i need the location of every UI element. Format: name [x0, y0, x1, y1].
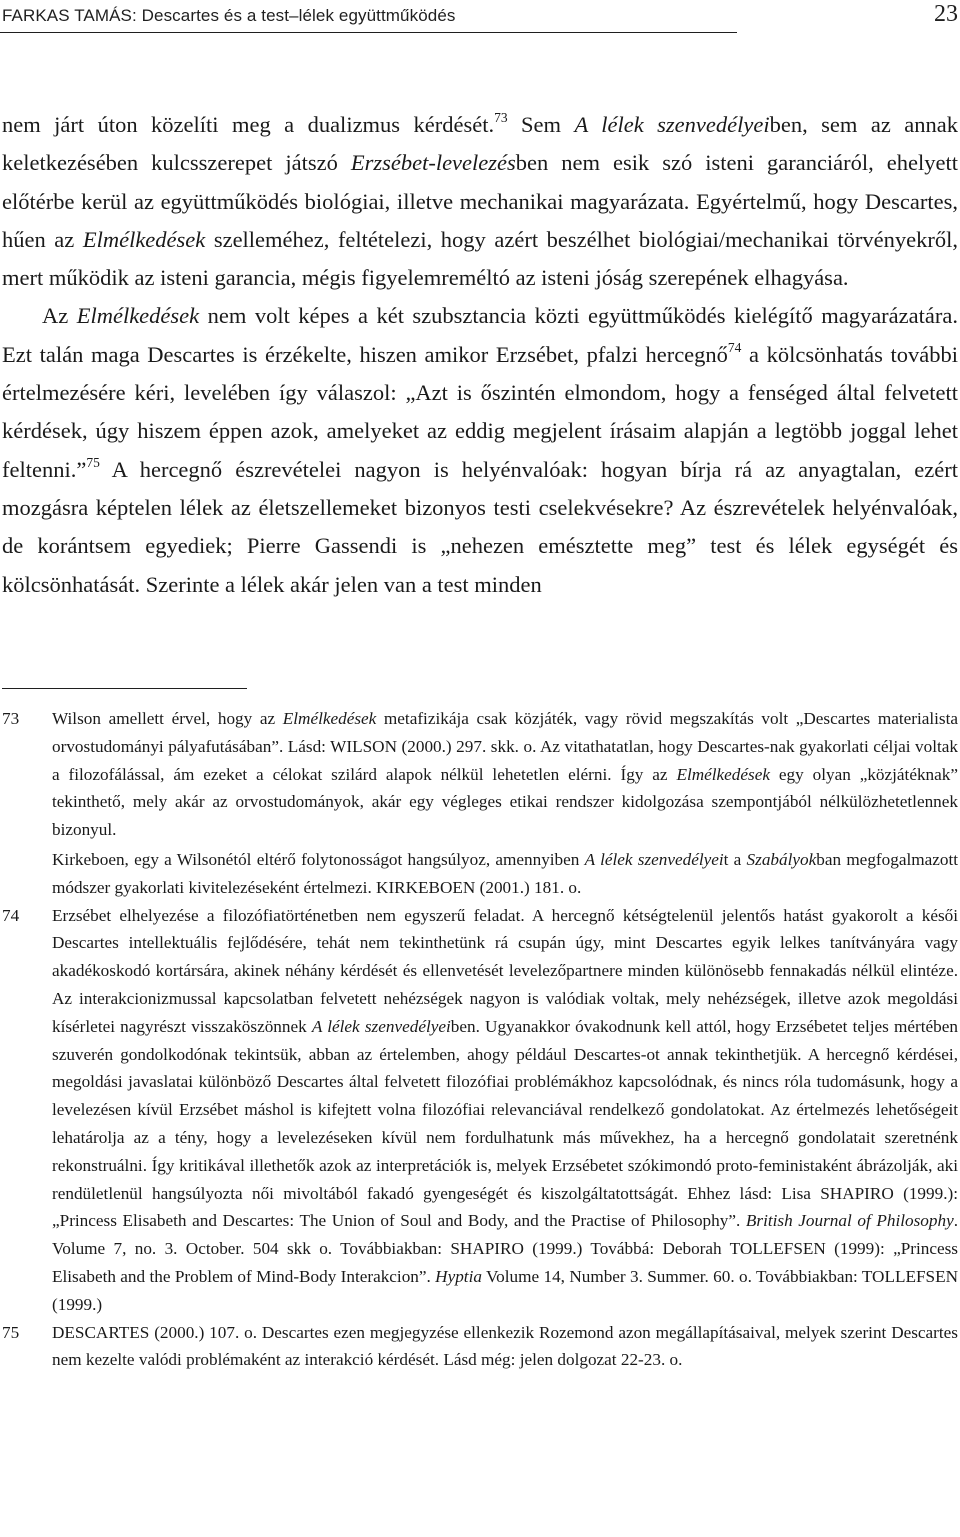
- text-run: nem járt úton közelíti meg a dualizmus kérdését.: [2, 112, 495, 137]
- work-title: A lélek szenvedélyei: [311, 1016, 451, 1036]
- footnote-ref-74[interactable]: 74: [727, 339, 742, 355]
- footnote-paragraph: [52, 846, 958, 902]
- footnotes: [2, 705, 958, 1374]
- footnote-separator: [2, 688, 247, 689]
- footnote-number: 73: [2, 709, 20, 728]
- text-run: ben, sem az annak keletkezésében kulcsszerepet játszó: [2, 112, 958, 176]
- footnote-body: [52, 1319, 958, 1375]
- text-run: ben nem esik szó isteni garanciáról, ehelyett előtérbe kerül az együttműködés biológiai, illetve mechanikai magyarázata. Egyértelmű, hogy Descartes, hűen az: [2, 150, 959, 252]
- body-text: [2, 106, 958, 604]
- text-run: egy olyan „közjátéknak” tekinthető, mely akár az orvostudományok, akár egy végleges etikai rendszer kidolgozása szempontjából nélkülözhetetlennek bizonyul.: [52, 764, 958, 840]
- header-rule: [0, 32, 737, 33]
- footnote-number: 74: [2, 905, 20, 925]
- footnote-73: [2, 705, 958, 902]
- text-run: Kirkeboen, egy a Wilsonétól eltérő folytonosságot hangsúlyoz, amennyiben: [52, 849, 585, 869]
- journal-title: Hyptia: [435, 1266, 482, 1286]
- text-run: metafizikája csak közjáték, vagy rövid megszakítás volt „Descartes materialista orvostudományi pályafutásában”. Lásd: WILSON (2000.) 297. skk. o. Az vitathatatlan, hogy Descartes-nak gyakorlati céljai voltak a filozofálással, ám ezeket a célokat szilárd alapok nélkül lehetetlen elérni. Így az: [52, 709, 958, 784]
- footnote-paragraph: [52, 705, 958, 844]
- page-header: [0, 0, 960, 34]
- text-run: Volume 14, Number 3. Summer. 60. o. Továbbiakban: TOLLEFSEN (1999.): [52, 1266, 958, 1314]
- footnote-paragraph: [52, 902, 958, 1319]
- work-title: Elmélkedések: [282, 709, 377, 728]
- footnote-paragraph: [52, 1319, 958, 1375]
- paragraph-2: [2, 297, 958, 603]
- text-run: nem volt képes a két szubsztancia közti együttműködés kielégítő magyarázatára. Ezt talán maga Descartes is érzékelte, hiszen amikor Erzsébet, pfalzi hercegnő: [2, 303, 958, 367]
- text-run: t a: [723, 849, 747, 869]
- work-title: Szabályok: [746, 849, 817, 869]
- footnote-74: [2, 902, 958, 1319]
- text-run: ben. Ugyanakkor óvakodnunk kell attól, hogy Erzsébetet teljes mértében szuverén gondolkodónak tekintsük, abban az értelemben, ahogy például Descartes-ot annak tekinthetjük. A hercegnő kérdései, megoldási javaslatai különböző Descartes által felvetett filozófiai problémákhoz kapcsolódnak, és nincs róla tudomásunk, hogy a levelezésen kívül Erzsébet máshol is kifejtett volna filozófiai relevanciával rendelkező gondolatokat. Az értelmezés lehetőségeit lehatárolja az a tény, hogy a levelezéseken kívül nem fordulhatunk más művekhez, ha a hercegnő gondolatait szeretnénk rekonstruálni. Így kritikával illethetők azok az interpretációk is, melyek Erzsébetet szókimondó proto-feministaként ábrázolják, aki rendületlenül hangsúlyozta női mivoltából fakadó gyengeségét és kiszolgáltatottságát. Ehhez lásd: Lisa SHAPIRO (1999.): „Princess Elisabeth and Descartes: The Union of Soul and Body, and the Practise of Philosophy”.: [52, 1016, 958, 1231]
- text-run: . Volume 7, no. 3. October. 504 skk o. Továbbiakban: SHAPIRO (1999.) Továbbá: Deborah TOLLEFSEN (1999): „Princess Elisabeth and the Problem of Mind-Body Interakcion”.: [52, 1211, 959, 1286]
- work-title: Elmélkedések: [676, 764, 770, 784]
- footnote-75: [2, 1319, 958, 1375]
- text-run: szelleméhez, feltételezi, hogy azért beszélhet biológiai/mechanikai törvényekről, mert működik az isteni garancia, mégis figyelemreméltó az isteni jóság szerepének elhagyása.: [2, 226, 958, 291]
- text-run: Sem: [507, 112, 575, 137]
- work-title: Erzsébet-levelezés: [350, 150, 516, 176]
- page-number: 23: [934, 1, 958, 27]
- paragraph-1: [2, 106, 958, 297]
- text-run: a kölcsönhatás további értelmezésére kéri, levelében így válaszol: „Azt is őszintén elmondom, hogy a fenséged által felvetett kérdések, úgy hiszem éppen azok, amelyeket az eddig megjelent írásaim alapján a legtöbb joggal lehet feltenni.”: [2, 341, 959, 482]
- running-title: FARKAS TAMÁS: Descartes és a test–lélek együttműködés: [2, 6, 456, 25]
- text-run: ban megfogalmazott módszer gyakorlati kivitelezéseként értelmezi. KIRKEBOEN (2001.) 181. o.: [52, 849, 958, 897]
- footnote-ref-75[interactable]: 75: [86, 454, 100, 470]
- work-title: Elmélkedések: [76, 303, 200, 329]
- work-title: A lélek szenvedélyei: [584, 849, 724, 869]
- work-title: Elmélkedések: [82, 226, 206, 252]
- text-run: DESCARTES (2000.) 107. o. Descartes ezen megjegyzése ellenkezik Rozemond azon megállapításaival, melyek szerint Descartes nem kezelte valódi problémaként az interakció kérdését. Lásd még: jelen dolgozat 22-23. o.: [52, 1322, 958, 1370]
- work-title: A lélek szenvedélyei: [574, 112, 770, 137]
- footnote-body: [52, 705, 958, 902]
- text-run: A hercegnő észrevételei nagyon is helyénvalóak: hogyan bírja rá az anyagtalan, ezért mozgásra képtelen lélek az életszellemeket bizonyos testi cselekvésekre? Az észrevételek helyénvalóak, de korántsem egyediek; Pierre Gassendi is „nehezen emésztette meg” test és lélek egységét és kölcsönhatását. Szerinte a lélek akár jelen van a test minden: [2, 456, 958, 597]
- text-run: Erzsébet elhelyezése a filozófiatörténetben nem egyszerű feladat. A hercegnő kétségtelenül jelentős hatást gyakorolt a késői Descartes intellektuális fejlődésére, tehát nem tekinthetünk rá csupán úgy, mint Descartes egyik lelkes tanítványára vagy akadékoskodó kortársára, akinek néhány kérdését és ellenvetését levelezőpartnere minden különösebb fennakadás nélkül elintéze. Az interakcionizmussal kapcsolatban felvetett nehézségek nagyon is valódiak voltak, mely nehézségek, illetve azok megoldási kísérletei nagyrészt visszaköszönnek: [52, 905, 958, 1036]
- text-run: Wilson amellett érvel, hogy az: [52, 709, 283, 728]
- footnote-ref-73[interactable]: 73: [494, 109, 508, 125]
- journal-title: British Journal of Philosophy: [745, 1211, 954, 1231]
- footnote-body: [52, 902, 958, 1319]
- text-run: Az: [42, 303, 77, 329]
- footnote-number: 75: [2, 1322, 20, 1342]
